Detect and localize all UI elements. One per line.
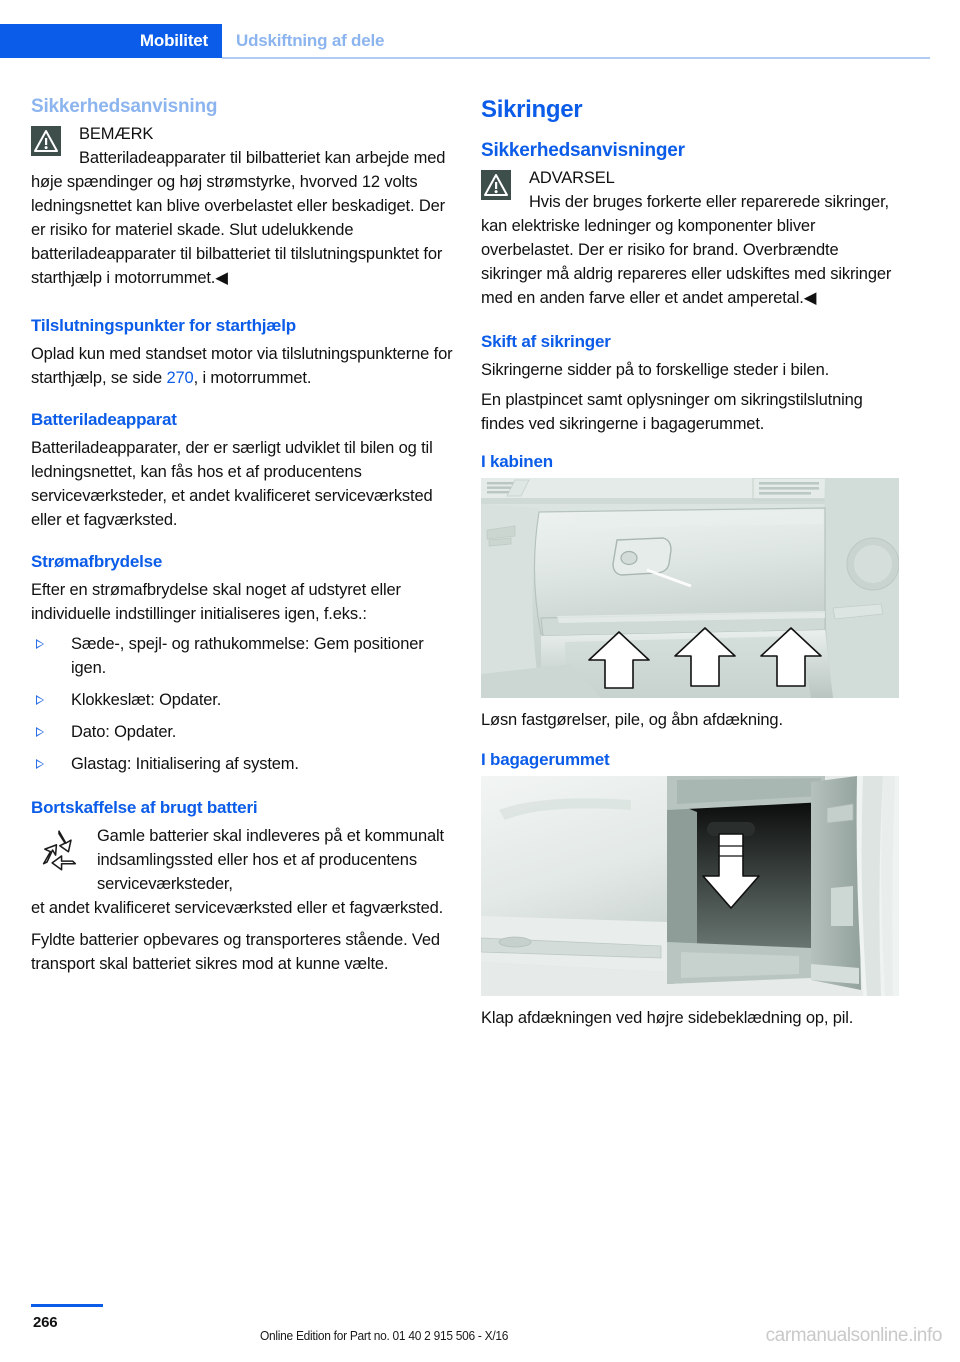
heading-batteriladeapparat: Batteriladeapparat <box>31 410 177 429</box>
paragraph-stroemafbrydelse: Efter en strømafbrydelse skal noget af udstyret eller individuelle indstillinger initialiseres igen, f.eks.: <box>31 581 401 623</box>
triangle-bullet-icon <box>36 727 44 737</box>
list-item <box>31 752 453 776</box>
paragraph-jumpstart <box>31 342 453 390</box>
heading-bortskaffelse: Bortskaffelse af brugt batteri <box>31 798 258 817</box>
heading-sikringer: Sikringer <box>481 96 583 123</box>
notice-body: Hvis der bruges forkerte eller reparerede sikringer, kan elektriske ledninger og komponenter bliver overbelastet. Der er risiko for brand. Overbrændte sikringer må aldrig repareres eller udskiftes med sikringer med en anden farve eller et andet amperetal.◀ <box>481 193 892 307</box>
watermark-text: carmanualsonline.info <box>765 1325 942 1346</box>
right-column <box>481 96 903 1030</box>
figure-trunk-caption: Klap afdækningen ved højre sidebeklædning op, pil. <box>481 1009 854 1027</box>
triangle-bullet-icon <box>36 695 44 705</box>
list-item-label: Glastag: Initialisering af system. <box>71 755 299 773</box>
paragraph-skift-1: Sikringerne sidder på to forskellige steder i bilen. <box>481 361 830 379</box>
disposal-text-second: Fyldte batterier opbevares og transporteres stående. Ved transport skal batteriet sikres mod at kunne vælte. <box>31 931 440 973</box>
recycle-icon <box>33 826 85 874</box>
notice-bemaerk <box>31 122 453 290</box>
heading-stroemafbrydelse: Strømafbrydelse <box>31 552 163 571</box>
notice-title: BEMÆRK <box>79 125 154 143</box>
tab-udskiftning-af-dele[interactable]: Udskiftning af dele <box>236 31 385 50</box>
heading-i-bagagerummet: I bagagerummet <box>481 750 610 769</box>
list-item-label: Dato: Opdater. <box>71 723 177 741</box>
page-number: 266 <box>33 1314 58 1331</box>
paragraph-batteriladeapparat: Batteriladeapparater, der er særligt udviklet til bilen og til ledningsnettet, kan fås hos et af producentens serviceværksteder, et andet kvalificeret serviceværksted eller et fagværksted. <box>31 439 433 529</box>
page-header <box>0 0 960 62</box>
warning-triangle-icon <box>481 170 511 200</box>
figure-cabin-fusebox <box>481 478 899 732</box>
header-divider <box>222 57 930 59</box>
notice-body: Batteriladeapparater til bilbatteriet kan arbejde med høje spændinger og høj strømstyrke, hvorved 12 volts ledningsnettet kan blive overbelastet eller beskadiget. Der er risiko for materiel skade. Slut udelukkende batteriladeapparater til bilbatteriet til tilslutningspunktet for starthjælp i motorrummet.◀ <box>31 149 446 287</box>
disposal-block <box>31 824 453 920</box>
paragraph-skift-2: En plastpincet samt oplysninger om sikringstilslutning findes ved sikringerne i bagagerummet. <box>481 391 863 433</box>
jumpstart-text-before: Oplad kun med standset motor via tilslutningspunkterne for starthjælp, se side <box>31 345 453 387</box>
warning-triangle-icon <box>31 126 61 156</box>
disposal-text-indented: Gamle batterier skal indleveres på et kommunalt indsamlingssted eller hos et af producentens serviceværksteder, <box>97 827 444 893</box>
edition-notice: Online Edition for Part no. 01 40 2 915 506 - X/16 <box>260 1328 509 1343</box>
jumpstart-text-after: , i motorrummet. <box>193 369 312 387</box>
heading-i-kabinen: I kabinen <box>481 452 553 471</box>
disposal-text-rest: et andet kvalificeret serviceværksted eller et fagværksted. <box>31 899 444 917</box>
triangle-bullet-icon <box>36 639 44 649</box>
heading-skift-af-sikringer: Skift af sikringer <box>481 332 611 351</box>
figure-cabin-caption: Løsn fastgørelser, pile, og åbn afdækning. <box>481 711 783 729</box>
heading-tilslutningspunkter: Tilslutningspunkter for starthjælp <box>31 316 296 335</box>
page-footer <box>0 1292 960 1362</box>
list-reinitialize-items <box>31 632 453 776</box>
list-item <box>31 632 453 680</box>
notice-title: ADVARSEL <box>529 169 615 187</box>
tab-mobilitet[interactable]: Mobilitet <box>0 24 222 58</box>
left-column <box>31 96 453 982</box>
figure-trunk-fusebox <box>481 776 899 1030</box>
list-item-label: Klokkeslæt: Opdater. <box>71 691 222 709</box>
breadcrumb-tabstrip <box>0 24 960 58</box>
list-item <box>31 688 453 712</box>
list-item <box>31 720 453 744</box>
page-reference-link[interactable]: 270 <box>166 369 194 387</box>
notice-advarsel <box>481 166 903 310</box>
list-item-label: Sæde-, spejl- og rathukommelse: Gem positioner igen. <box>71 635 424 677</box>
triangle-bullet-icon <box>36 759 44 769</box>
heading-sikkerhedsanvisninger: Sikkerhedsanvisninger <box>481 140 685 161</box>
trunk-side-panel-cover-photo <box>481 776 899 996</box>
glovebox-fuse-cover-photo <box>481 478 899 698</box>
footer-accent-rule <box>31 1304 103 1307</box>
heading-sikkerhedsanvisning: Sikkerhedsanvisning <box>31 96 218 117</box>
